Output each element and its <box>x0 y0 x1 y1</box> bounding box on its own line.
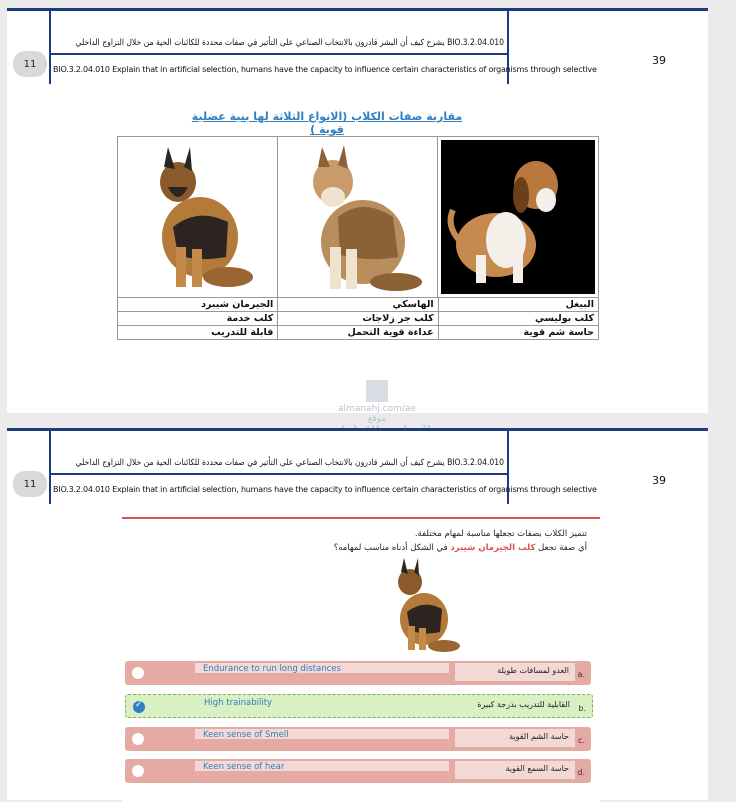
german-shepherd-name: الجيرمان شيبرد <box>118 298 278 311</box>
question-dog-image <box>372 554 472 654</box>
grade-badge-2: 11 <box>13 471 47 497</box>
page-number-2: 39 <box>652 474 666 487</box>
beagle-role: كلب بوليسي <box>534 313 594 324</box>
german-shepherd-role: كلب خدمة <box>118 312 278 325</box>
comparison-title: مقارنة صفات الكلاب (الانواع الثلاثة لها بنية عضلية قوية ) <box>191 110 463 136</box>
question-prompt: أي صفة تجعل كلب الجيرمان شيبرد في الشكل أدناه مناسب لمهامه؟ <box>333 543 587 553</box>
beagle-image <box>441 140 595 294</box>
outcome-arabic-2: BIO.3.2.04.010 يشرح كيف أن البشر قادرون بالانتخاب الصناعي على التأثير في صفات محددة للكائنات الحية من خلال التزاوج الداخلي <box>75 458 504 468</box>
husky-role: كلب جر زلاجات <box>278 312 438 325</box>
question-card <box>122 517 600 802</box>
dog-comparison-table <box>117 136 599 340</box>
page-number: 39 <box>652 54 666 67</box>
outcome-english: BIO.3.2.04.010 Explain that in artificial selection, humans have the capacity to influence certain characteristics of organisms through selective <box>53 65 597 74</box>
german-shepherd-image <box>118 137 278 297</box>
beagle-name: البيغل <box>565 299 594 310</box>
husky-name: الهاسكي <box>278 298 438 311</box>
beagle-trait: حاسة شم قوية <box>523 327 594 338</box>
option-c[interactable]: Keen sense of Smell حاسة الشم القوية c. <box>125 727 591 751</box>
german-shepherd-trait: قابلة للتدريب <box>118 326 278 339</box>
worksheet-page-1 <box>7 8 708 424</box>
husky-image <box>278 137 438 297</box>
radio-c[interactable] <box>132 733 144 745</box>
watermark-logo-icon <box>366 380 388 402</box>
check-circle-icon[interactable] <box>133 701 145 713</box>
option-b-selected[interactable]: ✓ High trainability القابلية للتدريب بدرجة كبيرة b. <box>125 694 593 718</box>
radio-a[interactable] <box>132 667 144 679</box>
option-a[interactable]: Endurance to run long distances العدو لمسافات طويلة a. <box>125 661 591 685</box>
husky-trait: عداءة قوية التحمل <box>278 326 438 339</box>
watermark: almanahj.com/ae موقع <box>317 380 437 439</box>
outcome-english-2: BIO.3.2.04.010 Explain that in artificial selection, humans have the capacity to influence certain characteristics of organisms through selective <box>53 485 597 494</box>
grade-badge: 11 <box>13 51 47 77</box>
option-d[interactable]: Keen sense of hear حاسة السمع القوية d. <box>125 759 591 783</box>
question-intro: تتميز الكلاب بصفات تجعلها مناسبة لمهام مختلفة. <box>414 529 587 539</box>
page-header-2 <box>7 428 708 504</box>
radio-d[interactable] <box>132 765 144 777</box>
outcome-arabic: BIO.3.2.04.010 يشرح كيف أن البشر قادرون بالانتخاب الصناعي على التأثير في صفات محددة للكائنات الحية من خلال التزاوج الداخلي <box>75 38 504 48</box>
page-header <box>7 8 708 84</box>
